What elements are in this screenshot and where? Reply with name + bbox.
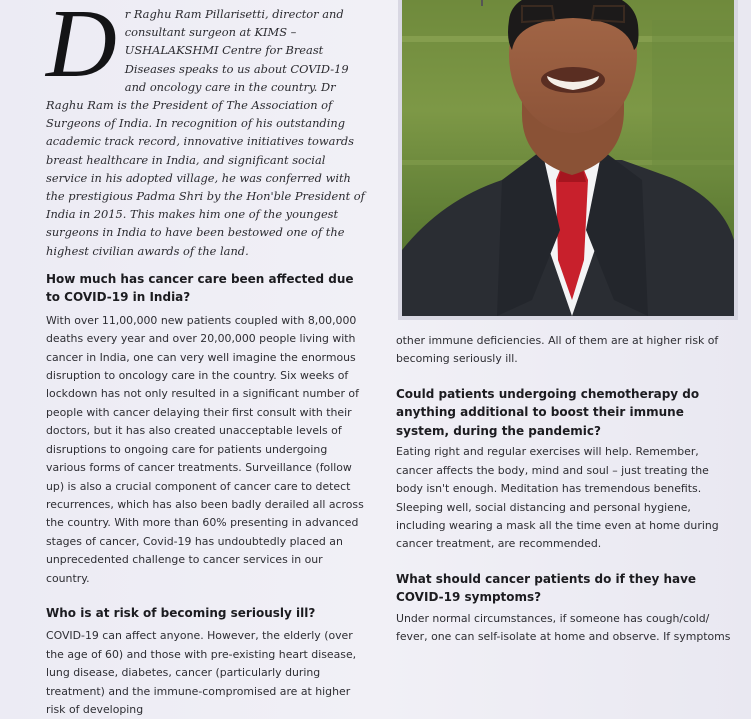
q1-heading: How much has cancer care been affected due to COVID-19 in India?	[46, 271, 354, 305]
q3-body: Eating right and regular exercises will help. Remember, cancer affects the body, mind and soul – just treating the body isn't enough. Meditation has tremendous benefits. Sleeping well, social distancing and personal hygiene, including wearing a mask all the time even at home during cancer treatment, are recommended.	[396, 445, 719, 551]
q4-body: Under normal circumstances, if someone has cough/cold/ fever, one can self-isolate at home and observe. If symptoms	[396, 611, 731, 644]
drop-cap: D	[46, 0, 117, 98]
q3-heading: Could patients undergoing chemotherapy do anything additional to boost their immune system, during the pandemic?	[396, 386, 700, 438]
q2-continued-body: other immune deficiencies. All of them are at higher risk of becoming seriously ill.	[396, 334, 719, 366]
q2-body: COVID-19 can affect anyone. However, the elderly (over the age of 60) and those with pre-existing heart disease, lung disease, diabetes, cancer (particularly during treatment) and the immune-compromised are at higher risk of developing	[46, 629, 357, 717]
q2-heading: Who is at risk of becoming seriously ill?	[46, 605, 316, 620]
intro-paragraph	[46, 0, 366, 260]
q4-heading: What should cancer patients do if they have COVID-19 symptoms?	[396, 571, 697, 605]
intro-text: r Raghu Ram Pillarisetti, director and consultant surgeon at KIMS – USHALAKSHMI Centre for Breast Diseases speaks to us about COVID-19 and oncology care in the country. Dr Raghu Ram is the President of The Association of Surgeons of India. In recognition of his outstanding academic track record, innovative initiatives towards breast healthcare in India, and significant social service in his adopted village, he was conferred with the prestigious Padma Shri by the Hon'ble President of India in 2015. This makes him one of the youngest surgeons in India to have been bestowed one of the highest civilian awards of the land.	[46, 7, 365, 258]
right-column	[396, 332, 734, 647]
q1-body: With over 11,00,000 new patients coupled with 8,00,000 deaths every year and over 20,00,000 people living with cancer in India, one can very well imagine the enormous disruption to oncology care in the country. Six weeks of lockdown has not only resulted in a significant number of people with cancer delaying their first consult with their doctors, but it has also created unacceptable levels of disruptions to ongoing care for patients undergoing various forms of cancer treatments. Surveillance (follow up) is also a crucial component of cancer care to detect recurrences, which has also been badly derailed all across the country. With more than 60% presenting in advanced stages of cancer, Covid-19 has undoubtedly placed an unprecedented challenge to cancer services in our country.	[46, 313, 364, 585]
portrait-photo	[402, 0, 734, 316]
left-column	[46, 0, 366, 719]
